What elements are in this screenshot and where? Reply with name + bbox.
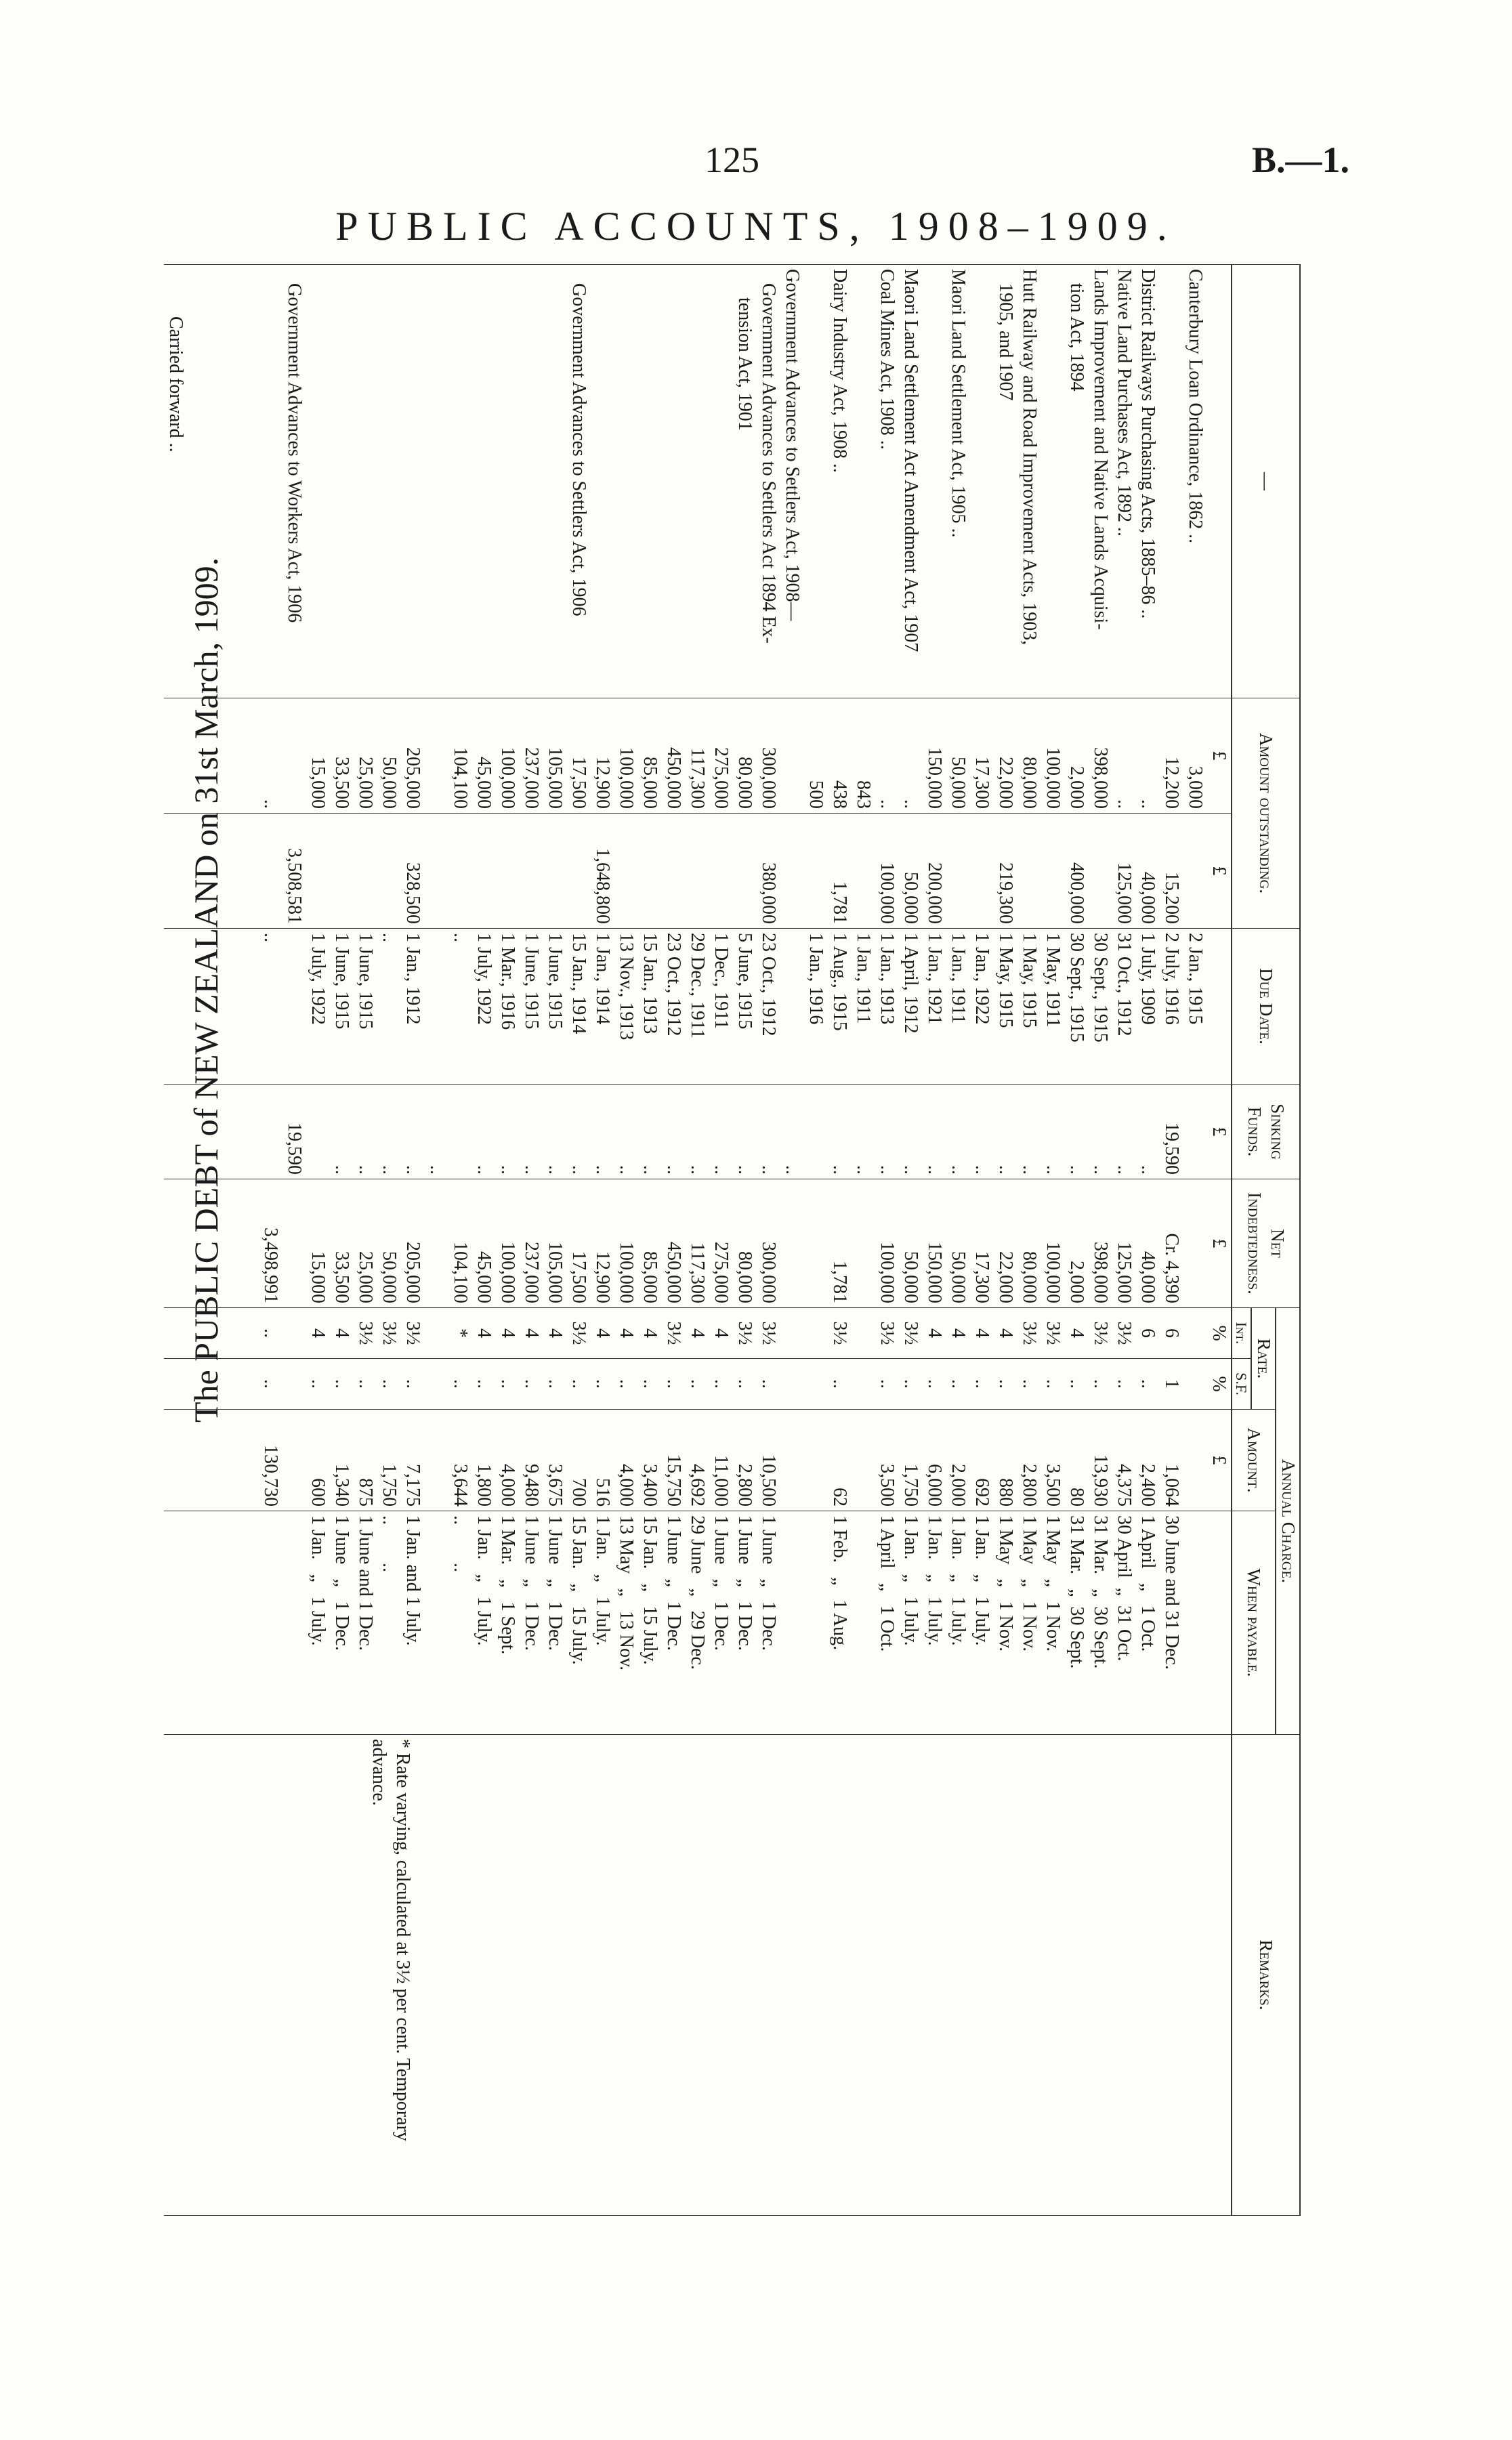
- table-title: The PUBLIC DEBT of NEW ZEALAND on 31st March, 1909.: [187, 557, 225, 1423]
- acts-column: Canterbury Loan Ordinance, 1862 .. District Railways Purchasing Acts, 1885–86 .. Native Land Purchases Act, 1892 .. Lands Improvement and Native Lands Acquisi- tion Act, 1894 Hutt Railway and Road Improvement Acts, 1903, 1905, and 1907 Maori Land Settlement Act, 1905 .. Maori Land Settlement Act Amendment Act, 1907 Coal Mines Act, 1908 .. Dairy Industry Act, 1908 .. Government Advances to Settlers Act, 1908— Government Advances to Settlers Act 1894 Ex- tension Act, 1901 Government Advances to Settlers Act, 1906 Government Advances to Workers Act, 1906 Carried forward ..: [164, 265, 1207, 698]
- remarks-column: [164, 1735, 1207, 2216]
- document-code: B.—1.: [1251, 140, 1349, 180]
- public-debt-table: [164, 264, 1301, 2216]
- unit-amount-detail: £: [1207, 698, 1232, 814]
- col-rate-header: Rate.: [1252, 1308, 1276, 1410]
- col-sinking-funds-header: Sinking Funds.: [1232, 1085, 1300, 1179]
- int-rate-column: 6 6 3½ 3½ 4 3½ 3½ 4 4 4 4 3½ 3½ 3½ 3½ 3½ 4 4 3½ 4 4 4 3½ 4 4 4 4 * 3½ 3½ 3½ 4 4 ..: [164, 1308, 1207, 1359]
- unit-amount-total: £: [1207, 814, 1232, 929]
- remarks-note: * Rate varying, calculated at 3½ per cent. Temporary advance.: [369, 1739, 413, 2141]
- units-when: [1207, 1511, 1232, 1735]
- when-payable-column: 30 June and 31 Dec. 1 April „ 1 Oct. 30 April „ 31 Oct. 31 Mar. „ 30 Sept. 31 Mar. „ 30 Sept. 1 May „ 1 Nov. 1 May „ 1 Nov. 1 May „ 1 Nov. 1 Jan. „ 1 July. 1 Jan. „ 1 July. 1 Jan. „ 1 July. 1 Jan. „ 1 July. 1 April „ 1 Oct. 1 Feb. „ 1 Aug. 1 June „ 1 Dec. 1 June „ 1 Dec. 1 June „ 1 Dec. 29 June „ 29 Dec. 1 June „ 1 Dec. 15 Jan. „ 15 July. 13 May „ 13 Nov. 1 Jan. „ 1 July. 15 Jan. „ 15 July. 1 June „ 1 Dec. 1 June „ 1 Dec. 1 Mar. „ 1 Sept. 1 Jan. „ 1 July. .. .. 1 Jan. and 1 July. .. .. 1 June and 1 Dec. 1 June „ 1 Dec. 1 Jan. „ 1 July.: [164, 1511, 1207, 1735]
- page-title: PUBLIC ACCOUNTS, 1908–1909.: [335, 204, 1177, 249]
- public-debt-table-container: [165, 264, 1301, 2215]
- col-annual-charge-header: Annual Charge.: [1276, 1308, 1300, 1735]
- units-remarks: [1207, 1735, 1232, 2216]
- col-remarks-header: Remarks.: [1232, 1735, 1300, 2216]
- sf-rate-column: 1 .. .. .. .. .. .. .. .. .. .. .. .. .. .. .. .. .. .. .. .. .. .. .. .. .. .. .. .. .. .. .. .. ..: [164, 1359, 1207, 1410]
- unit-net: £: [1207, 1179, 1232, 1308]
- col-amount-header: Amount.: [1232, 1410, 1276, 1511]
- col-amount-outstanding-header: Amount outstanding.: [1232, 698, 1300, 929]
- annual-amount-column: 1,064 2,400 4,375 13,930 80 3,500 2,800 880 692 2,000 6,000 1,750 3,500 62 10,500 2,800 11,000 4,692 15,750 3,400 4,000 516 700 3,675 9,480 4,000 1,800 3,644 7,175 1,750 875 1,340 600 130,730: [164, 1410, 1207, 1511]
- col-int-header: Int.: [1232, 1308, 1252, 1359]
- page-number: 125: [705, 140, 759, 180]
- col-act-header: —: [1232, 265, 1300, 698]
- due-date-column: 2 Jan., 1915 2 July, 1916 1 July, 1909 31 Oct., 1912 30 Sept., 1915 30 Sept., 1915 1 May, 1911 1 May, 1915 1 May, 1915 1 Jan., 1922 1 Jan., 1911 1 Jan., 1921 1 April, 1912 1 Jan., 1913 1 Jan., 1911 1 Aug., 1915 1 Jan., 1916 23 Oct., 1912 5 June, 1915 1 Dec., 1911 29 Dec., 1911 23 Oct., 1912 15 Jan., 1913 13 Nov., 1913 1 Jan., 1914 15 Jan., 1914 1 June, 1915 1 June, 1915 1 Mar., 1916 1 July, 1922 .. 1 Jan., 1912 .. 1 June, 1915 1 June, 1915 1 July, 1922 ..: [164, 929, 1207, 1085]
- unit-sf: %: [1207, 1359, 1232, 1410]
- col-when-payable-header: When payable.: [1232, 1511, 1276, 1735]
- unit-annual-amount: £: [1207, 1410, 1232, 1511]
- col-due-date-header: Due Date.: [1232, 929, 1300, 1085]
- net-indebtedness-column: Cr. 4,390 40,000 125,000 398,000 2,000 100,000 80,000 22,000 17,300 50,000 150,000 50,000 100,000 1,781 300,000 80,000 275,000 117,300 450,000 85,000 100,000 12,900 17,500 105,000 237,000 100,000 45,000 104,100 205,000 50,000 25,000 33,500 15,000 3,498,991: [164, 1179, 1207, 1308]
- amount-total-column: 15,200 40,000 125,000 400,000 219,300 200,000 50,000 100,000 1,781 380,000 1,648,800 328,500 3,508,581: [164, 814, 1207, 929]
- unit-int: %: [1207, 1308, 1232, 1359]
- col-net-indebtedness-header: Net Indebtedness.: [1232, 1179, 1300, 1308]
- amount-detail-column: 3,000 12,200 .. .. 398,000 2,000 100,000 80,000 22,000 17,300 50,000 150,000 .. .. 843 438 500 300,000 80,000 275,000 117,300 450,000 85,000 100,000 12,900 17,500 105,000 237,000 100,000 45,000 104,100 205,000 50,000 25,000 33,500 15,000 ..: [164, 698, 1207, 814]
- col-sf-header: S.F.: [1232, 1359, 1252, 1410]
- unit-sinking: £: [1207, 1085, 1232, 1179]
- units-act: [1207, 265, 1232, 698]
- sinking-funds-column: 19,590 .. .. .. .. .. .. .. .. .. .. .. .. .. .. .. .. .. .. .. .. .. .. .. .. .. .. .. .. .. .. .. .. .. 19,590: [164, 1085, 1207, 1179]
- units-due: [1207, 929, 1232, 1085]
